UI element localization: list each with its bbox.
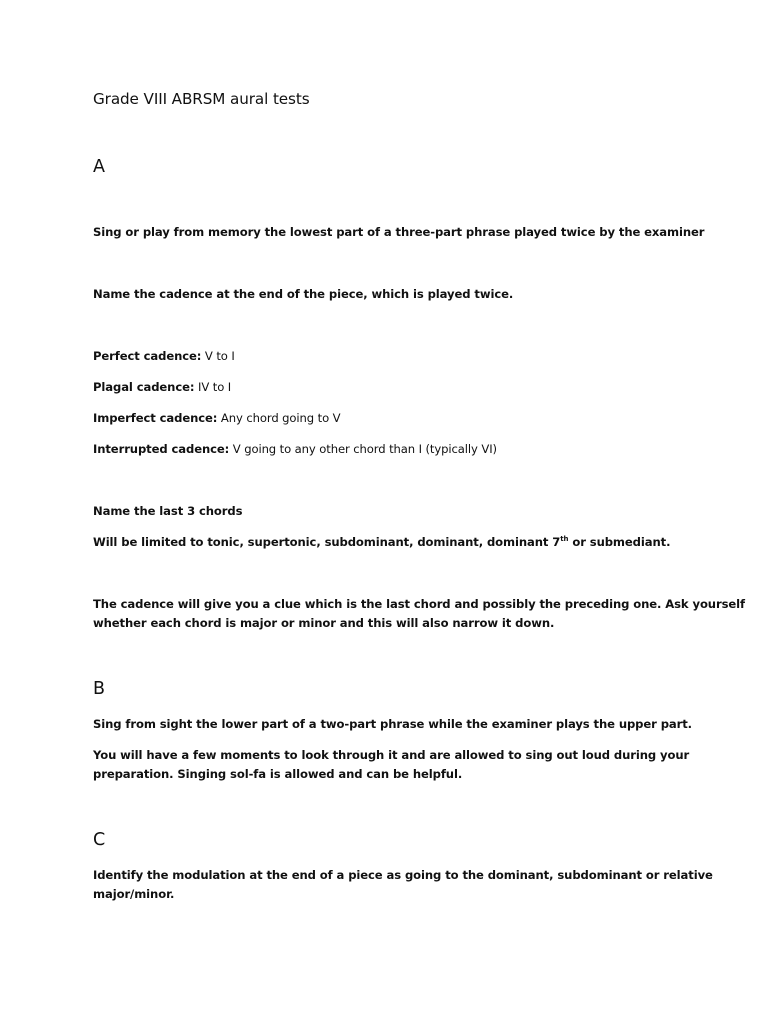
section-b-test-1: Sing from sight the lower part of a two-part phrase while the examiner plays the upper part. [93, 717, 692, 731]
section-c-heading: C [93, 830, 106, 850]
cadence-imperfect [93, 411, 340, 425]
section-c-line-2: major/minor. [93, 887, 175, 901]
section-a-test-1: Sing or play from memory the lowest part of a three-part phrase played twice by the examiner [93, 225, 705, 239]
chord-limit-after: or submediant. [568, 535, 671, 549]
cadence-name: Interrupted cadence: [93, 442, 230, 456]
cadence-desc: V going to any other chord than I (typically VI) [229, 442, 497, 456]
section-a-test-3: Name the last 3 chords [93, 504, 243, 518]
section-c-line-1: Identify the modulation at the end of a piece as going to the dominant, subdominant or relative [93, 868, 713, 882]
cadence-name: Perfect cadence: [93, 349, 202, 363]
cadence-name: Imperfect cadence: [93, 411, 218, 425]
clue-line-1: The cadence will give you a clue which is the last chord and possibly the preceding one. Ask yourself [93, 597, 745, 611]
chord-limit-before: Will be limited to tonic, supertonic, subdominant, dominant, dominant 7 [93, 535, 561, 549]
cadence-name: Plagal cadence: [93, 380, 195, 394]
clue-line-2: whether each chord is major or minor and this will also narrow it down. [93, 616, 555, 630]
cadence-plagal [93, 380, 231, 394]
cadence-desc: IV to I [194, 380, 232, 394]
chord-limit-text [93, 535, 670, 549]
section-b-heading: B [93, 679, 105, 699]
section-a-test-2: Name the cadence at the end of the piece, which is played twice. [93, 287, 514, 301]
chord-limit-superscript: th [560, 535, 569, 544]
prep-line-2: preparation. Singing sol-fa is allowed and can be helpful. [93, 767, 463, 781]
cadence-interrupted [93, 442, 497, 456]
cadence-desc: V to I [201, 349, 235, 363]
prep-line-1: You will have a few moments to look through it and are allowed to sing out loud during your [93, 748, 690, 762]
cadence-perfect [93, 349, 235, 363]
cadence-desc: Any chord going to V [217, 411, 341, 425]
section-a-heading: A [93, 157, 105, 177]
document-title: Grade VIII ABRSM aural tests [93, 90, 310, 108]
